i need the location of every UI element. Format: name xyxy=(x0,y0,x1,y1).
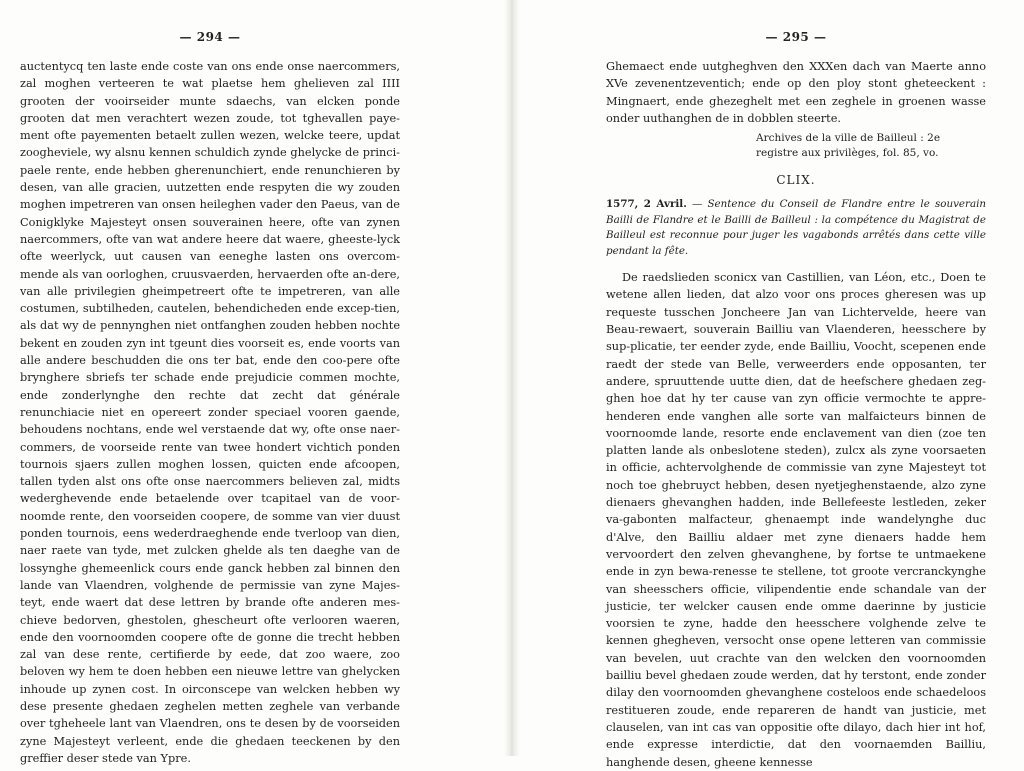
left-page-text: auctentycq ten laste ende coste van ons ende onse naercommers, zal moghen verteeren te wat plaetse hem ghelieven zal IIII grooten der vooirseider munte sdaechs, van elcken ponde grooten dat men verachtert wezen zoude, tot tghevallen paye-ment ofte payementen betaelt zullen wezen, welcke teere, updat zoogheviele, wy alsnu kennen schuldich zynde ghelycke de princi-paele rente, ende hebben gherenunchiert, ende renunchieren by desen, van alle gracien, uutzetten ende respyten die wy zouden moghen impetreren van onsen heileghen vader den Paeus, van de Conigklyke Majesteyt onsen souverainen heere, ofte van zynen naercommers, ofte van wat andere heere dat waere, gheeste-lyck ofte weerlyck, uut causen van eeneghe lasten ons overcom-mende als van oorloghen, cruusvaerden, hervaerden ofte an-dere, van alle privilegien gheimpetreert ofte te impetreren, van alle costumen, subtilheden, cautelen, behendicheden ende excep-tien, als dat wy de pennynghen niet ontfanghen zouden hebben nochte bekent en zouden zyn int tgeunt dies voorseit es, ende voorts van alle andere beschudden die ons ter bat, ende den coo-pere ofte brynghere sbriefs ter schade ende prejudicie commen mochte, ende zonderlynghe den rechte dat zecht dat générale renunchiacie niet en opereert zonder speciael vooren gaende, behoudens nochtans, ende wel verstaende dat wy, ofte onse naer-commers, de voorseide rente van twee hondert vichtich ponden tournois sjaers zullen moghen lossen, quicten ende afcoopen, tallen tyden alst ons ofte onse naercommers believen zal, midts wederghevende ende betaelende over tcapitael van de voor-noomde rente, den voorseiden coopere, de somme van vier duust ponden tournois, eens wederdraeghende ende tverloop van dien, naer raete van tyde, met zulcken ghelde als ten daeghe van de lossynghe ghemeenlick cours ende ganck hebben zal binnen den lande van Vlaendren, volghende de permissie van zyne Majes-teyt, ende waert dat dese lettren by brande ofte anderen mes-chieve bedorven, ghestolen, ghescheurt ofte verlooren waeren, ende den voornoomden coopere ofte de gonne die trecht hebben zal van dese rente, certifierde by eede, dat zoo waere, zoo beloven wy hem te doen hebben een nieuwe lettre van ghelycken inhoude up zynen cost. In oirconscepe van welcken hebben wy dese presente ghedaen zeghelen metten zeghele van verbande over tgheheele lant van Vlaendren, ons te desen by de voorseiden zyne Majesteyt verleent, ende die ghedaen teeckenen by den greffier deser stede van Ypre. xyxy=(20,60,400,765)
book-gutter xyxy=(504,0,520,756)
right-page-intro: Ghemaect ende uutgheghven den XXXen dach van Maerte anno XVe zevenentzeventich; ende op den ploy stont gheteeckent : Mingnaert, ende ghezeghelt met een zeghele in groenen wasse onder uuthanghen de in dobblen steerte. xyxy=(606,60,986,125)
right-page-number: — 295 — xyxy=(765,30,827,44)
archive-reference xyxy=(756,131,986,161)
left-page xyxy=(20,30,400,767)
archive-reference-line-2: registre aux privilèges, fol. 85, vo. xyxy=(756,147,939,160)
right-page-text: De raedslieden sconicx van Castillien, van Léon, etc., Doen te wetene allen lieden, dat alzo voor ons proces gheresen was up requeste tusschen Joncheere Jan van Lichtervelde, heere van Beau-rewaert, souverain Bailliu van Vlaenderen, heesschere by sup-plicatie, ter eender zyde, ende Bailliu, Voocht, scepenen ende raedt der stede van Belle, verweerders ende opposanten, ter andere, spruuttende uutte dien, dat de heefschere ghedaen zeg-ghen hoe dat hy ter cause van zyn officie vermochte te appre-henderen ende vanghen alle sorte van malfaicteurs binnen de voornoomde lande, resorte ende enclavement van dien (zoe ten platten lande als onbeslotene steden), zulcx als zyne voorsaeten in officie, achtervolghende de commissie van zyne Majesteyt tot noch toe ghebruyct hebben, desen nyetjeghenstaende, alzo zyne dienaers ghevanghen hadden, inde Bellefeeste lestleden, zeker va-gabonten malfacteur, ghenaempt inde wandelynghe duc d'Alve, den Bailliu aldaer met zyne dienaers hadde hem vervoordert den zelven ghevanghene, by fortse te untmaekene ende in zyn bewa-renesse te stellene, tot groote vercranckynghe van sheesschers officie, vilipendentie ende schandale van der justicie, ter welcker causen ende omme daerinne by justicie voorsien te zyne, hadde den heesschere volghende zelve te kennen ghegheven, versocht onse opene letteren van commissie van bevelen, uut crachte van den welcken den voornoomden bailliu bevel ghedaen zoude werden, dat hy terstont, ende zonder dilay den voornoomden ghevanghene costeloos ende schaedeloos restitueren zoude, ende repareren de handt van justicie, met clauselen, van int cas van oppositie ofte dilayo, dach hier int hof, ende expresse interdictie, dat den voornaemden Bailliu, hanghende desen, gheene kennesse xyxy=(606,271,986,769)
left-page-number: — 294 — xyxy=(179,30,241,44)
document-date: 1577, 2 Avril. xyxy=(606,198,687,211)
section-number: CLIX. xyxy=(776,173,816,188)
archive-reference-line-1: Archives de la ville de Bailleul : 2e xyxy=(756,132,941,145)
document-summary xyxy=(606,197,986,259)
document-description: — Sentence du Conseil de Flandre entre le souverain Bailli de Flandre et le Bailli de Bailleul : la compétence du Magistrat de Bailleul est reconnue pour juger les vagabonds arrêtés dans cette ville pendant la fête. xyxy=(606,198,987,257)
right-page xyxy=(606,30,986,771)
